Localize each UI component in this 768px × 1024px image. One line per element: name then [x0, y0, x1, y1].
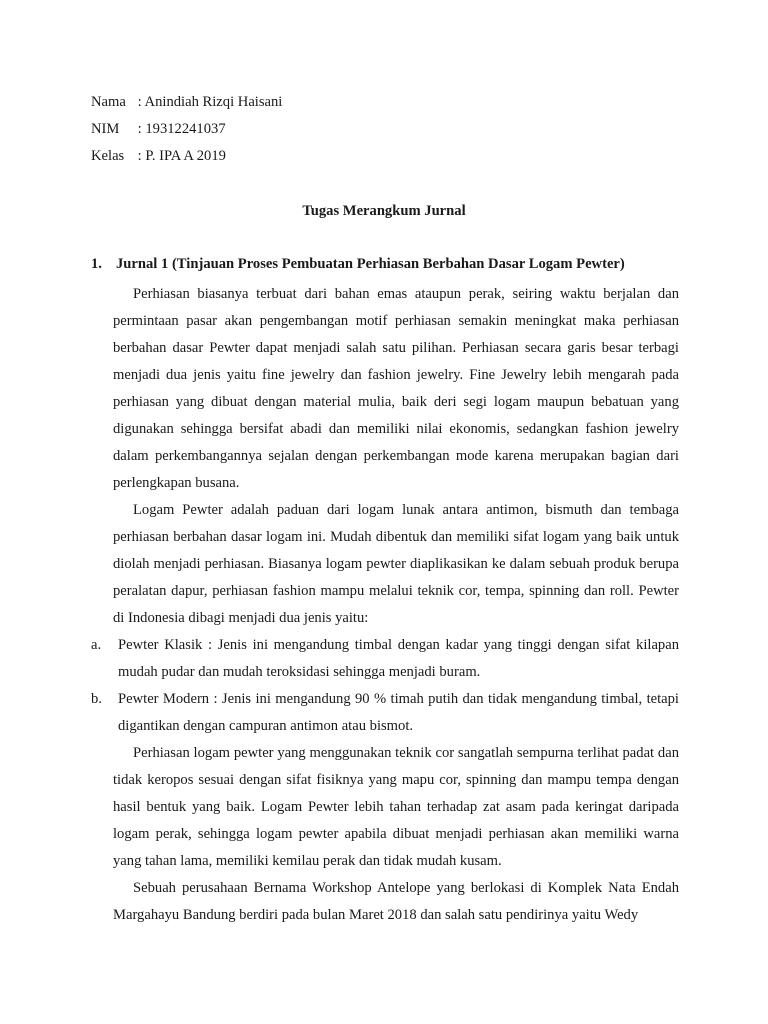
body-paragraph: Logam Pewter adalah paduan dari logam lunak antara antimon, bismuth dan tembaga perhiasan berbahan dasar logam ini. Mudah dibentuk dan memiliki sifat logam yang baik untuk diolah menjadi perhiasan. Biasanya logam pewter diaplikasikan ke dalam sebuah produk berupa peralatan dapur, perhiasan fashion mampu melalui teknik cor, tempa, spinning dan roll. Pewter di Indonesia dibagi menjadi dua jenis yaitu: [113, 502, 679, 626]
identity-row-nim [91, 119, 282, 146]
section-heading [91, 254, 679, 274]
list-item-text: Pewter Modern : Jenis ini mengandung 90 % timah putih dan tidak mengandung timbal, tetapi digantikan dengan campuran antimon atau bismot. [118, 691, 679, 734]
identity-value: : P. IPA A 2019 [137, 148, 226, 164]
identity-row-name [91, 92, 282, 119]
identity-label: Nama [91, 94, 126, 110]
list-item [91, 686, 679, 740]
body-paragraph: Perhiasan logam pewter yang menggunakan teknik cor sangatlah sempurna terlihat padat dan tidak keropos sesuai dengan sifat fisiknya yang mapu cor, spinning dan mampu tempa dengan hasil bentuk yang baik. Logam Pewter lebih tahan terhadap zat asam pada keringat daripada logam perak, sehingga logam pewter apabila dibuat menjadi perhiasan akan memiliki warna yang tahan lama, memiliki kemilau perak dan tidak mudah kusam. [113, 745, 679, 869]
section-number: 1. [91, 256, 102, 272]
list-marker: b. [91, 691, 102, 707]
body-paragraph: Perhiasan biasanya terbuat dari bahan emas ataupun perak, seiring waktu berjalan dan permintaan pasar akan pengembangan motif perhiasan semakin meningkat maka perhiasan berbahan dasar Pewter dapat menjadi salah satu pilihan. Perhiasan secara garis besar terbagi menjadi dua jenis yaitu fine jewelry dan fashion jewelry. Fine Jewelry lebih mengarah pada perhiasan yang dibuat dengan material mulia, baik deri segi logam maupun bebatuan yang digunakan sehingga bersifat abadi dan memiliki nilai ekonomis, sedangkan fashion jewelry dalam perkembangannya sejalan dengan perkembangan mode karena merupakan bagian dari perlengkapan busana. [113, 286, 679, 491]
student-identity [91, 92, 282, 173]
identity-value: : Anindiah Rizqi Haisani [137, 94, 283, 110]
identity-label: Kelas [91, 148, 125, 164]
section-body [91, 281, 679, 929]
identity-row-class [91, 146, 282, 173]
identity-value: : 19312241037 [137, 121, 226, 137]
list-item-text: Pewter Klasik : Jenis ini mengandung timbal dengan kadar yang tinggi dengan sifat kilapan mudah pudar dan mudah teroksidasi sehingga menjadi buram. [118, 637, 679, 680]
body-paragraph: Sebuah perusahaan Bernama Workshop Antelope yang berlokasi di Komplek Nata Endah Margahayu Bandung berdiri pada bulan Maret 2018 dan salah satu pendirinya yaitu Wedy [113, 880, 679, 923]
list-marker: a. [91, 637, 102, 653]
identity-label: NIM [91, 121, 120, 137]
section-title: Jurnal 1 (Tinjauan Proses Pembuatan Perhiasan Berbahan Dasar Logam Pewter) [116, 256, 625, 272]
list-item [91, 632, 679, 686]
document-title: Tugas Merangkum Jurnal [302, 203, 466, 219]
